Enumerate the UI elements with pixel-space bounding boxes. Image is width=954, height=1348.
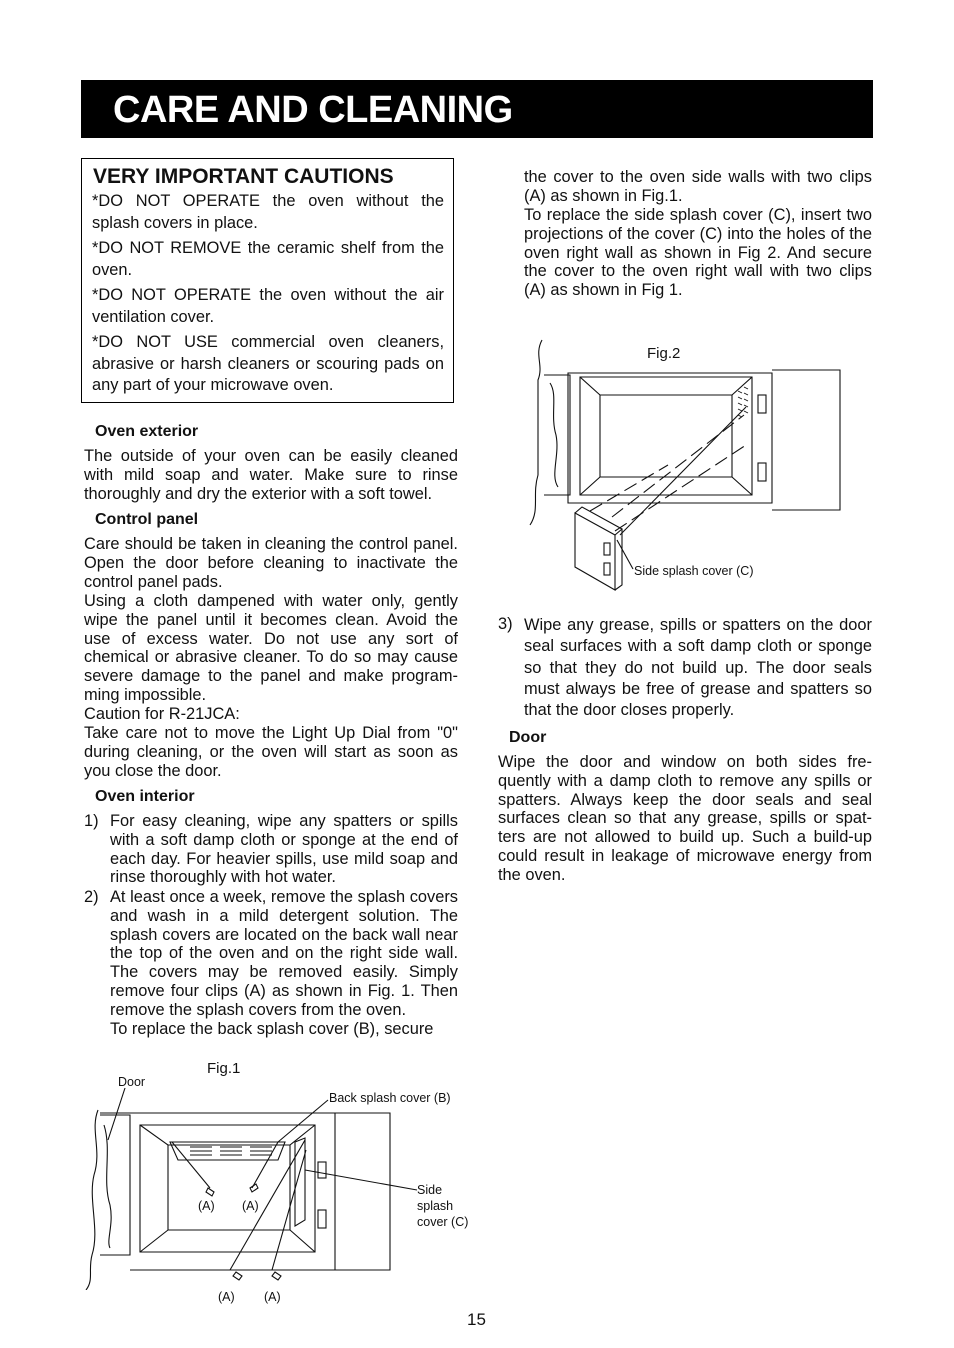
fig2-label: Fig.2 [647, 345, 681, 362]
caution-item [92, 238, 444, 281]
fig1-label: Fig.1 [207, 1060, 241, 1077]
step-2-replace-text: To replace the back splash cover (B), secure [110, 1020, 434, 1038]
caution-item [92, 191, 444, 234]
cautions-heading: VERY IMPORTANT CAUTIONS [93, 165, 394, 188]
control-panel-p1: Care should be taken in cleaning the control panel. Open the door before cleaning to inactivate the control panel pads. [84, 535, 458, 591]
caution-text: *DO NOT USE commercial oven cleaners, abrasive or harsh cleaners or scouring pads on any part of your microwave oven. [92, 333, 444, 394]
title-bar [81, 80, 873, 138]
fig1-back-cover-label: Back splash cover (B) [329, 1091, 451, 1105]
fig1-side-cover-label-2: splash [417, 1199, 454, 1213]
caution-item [92, 332, 444, 397]
caution-text: *DO NOT OPERATE the oven without the air ventilation cover. [92, 286, 444, 326]
oven-interior-heading: Oven interior [95, 788, 195, 805]
page-title: CARE AND CLEANING [113, 89, 513, 131]
fig1-clip-label: (A) [198, 1199, 215, 1213]
step-1-text: For easy cleaning, wipe any spatters or spills with a soft damp cloth or sponge at the end of each day. For heavier spills, use mild soap and rinse thoroughly with hot water. [110, 812, 458, 887]
step-number: 3) [498, 615, 513, 633]
door-text: Wipe the door and window on both sides fre-quently with a damp cloth to remove any spills or spatters. Always keep the door seals and seal surfaces clean so that any grease, spills or spat-ters are not allowed to build up. Such a build-up could result in leakage of microwave energy from the oven. [498, 753, 872, 884]
cautions-box [81, 158, 454, 403]
step-2-continued: the cover to the oven side walls with two clips (A) as shown in Fig.1. [524, 168, 872, 205]
caution-text: *DO NOT REMOVE the ceramic shelf from the oven. [92, 239, 444, 279]
fig1-door-label: Door [118, 1075, 146, 1089]
caution-text: *DO NOT OPERATE the oven without the splash covers in place. [92, 192, 444, 232]
fig1-side-cover-label-3: cover (C) [417, 1215, 469, 1229]
oven-exterior-heading: Oven exterior [95, 423, 199, 440]
page-number: 15 [467, 1310, 486, 1329]
fig1-side-cover-label-1: Side [417, 1183, 443, 1197]
caution-item [92, 285, 444, 328]
fig2-illustration [520, 335, 850, 595]
control-panel-heading: Control panel [95, 511, 199, 528]
step-3-text: Wipe any grease, spills or spatters on the door seal surfaces with a soft damp cloth or sponge so that they do not build up. The door seals must always be free of grease and spatters so that the door closes properly. [524, 616, 872, 720]
fig1-clip-label: (A) [264, 1290, 281, 1304]
oven-exterior-text: The outside of your oven can be easily cleaned with mild soap and water. Make sure to rinse thoroughly and dry the exterior with a soft towel. [84, 447, 458, 503]
step-2-side-cover: To replace the side splash cover (C), insert two projections of the cover (C) into the holes of the oven right wall as shown in Fig 2. And secure the cover to the oven right wall with two clips (A) as shown in Fig 1. [524, 206, 872, 300]
step-number: 1) [84, 812, 99, 830]
step-2-text: At least once a week, remove the splash covers and wash in a mild detergent solution. The splash covers are located on the back wall near the top of the oven and on the right side wall. The covers may be removed easily. Simply remove four clips (A) as shown in Fig. 1. Then remove the splash covers from the oven. [110, 888, 458, 1019]
control-panel-p2: Using a cloth dampened with water only, gently wipe the panel until it becomes clean. Avoid the use of excess water. Do not use any sort of chemical or abrasive cleaner. To do so may cause severe damage to the panel and make program-ming impossible. [84, 592, 458, 704]
fig1-clip-label: (A) [218, 1290, 235, 1304]
fig1-illustration [80, 1080, 420, 1290]
door-heading: Door [509, 729, 547, 746]
fig2-side-cover-label: Side splash cover (C) [634, 564, 754, 578]
control-panel-p4: Take care not to move the Light Up Dial from "0" during cleaning, or the oven will start as soon as you close the door. [84, 724, 458, 780]
control-panel-p3: Caution for R-21JCA: [84, 705, 240, 723]
step-number: 2) [84, 888, 99, 906]
fig1-clip-label: (A) [242, 1199, 259, 1213]
